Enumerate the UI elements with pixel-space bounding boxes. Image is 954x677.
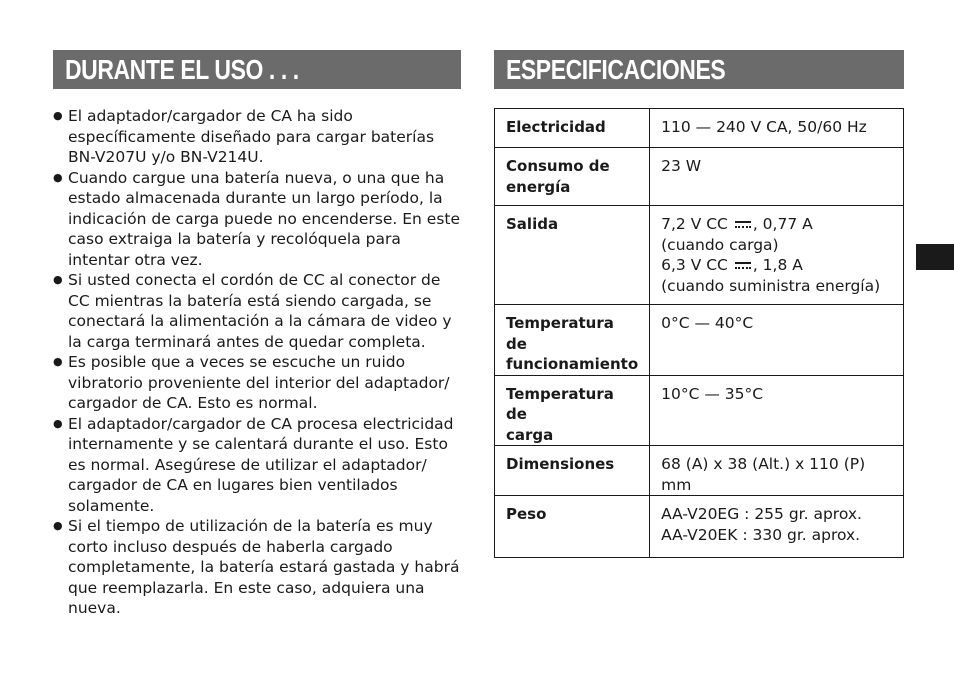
section-title-especificaciones: ESPECIFICACIONES xyxy=(494,50,904,89)
table-row xyxy=(495,446,904,496)
spec-value-consumo: 23 W xyxy=(650,148,904,206)
section-title-durante-el-uso: DURANTE EL USO . . . xyxy=(53,50,461,89)
list-item: ● El adaptador/cargador de CA ha sido específicamente diseñado para cargar baterías BN-V207U y/o BN-V214U. xyxy=(53,107,435,166)
bullet-icon: ● xyxy=(53,519,63,532)
list-item: ● El adaptador/cargador de CA procesa electricidad internamente y se calentará durante el uso. Esto es normal. Asegúrese de utilizar el adaptador/ cargador de CA en lugares bien ventilados solamente. xyxy=(53,414,454,515)
list-item: ● Cuando cargue una batería nueva, o una que ha estado almacenada durante un largo período, la indicación de carga puede no encenderse. En este caso extraiga la batería y recolóquela para intentar otra vez. xyxy=(53,168,461,269)
spec-label-peso: Peso xyxy=(495,496,650,558)
specifications-table xyxy=(494,108,904,558)
bullet-icon: ● xyxy=(53,416,63,430)
table-row xyxy=(495,496,904,558)
bullet-icon: ● xyxy=(53,355,63,368)
table-row xyxy=(495,148,904,206)
spec-value-salida: 7,2 V CC , 0,77 A (cuando carga) 6,3 V CC , 1,8 A (cuando suministra energía) xyxy=(650,206,904,305)
list-item: ● Si el tiempo de utilización de la batería es muy corto incluso después de haberla cargado completamente, la batería estará gastada y habrá que reemplazarla. En este caso, adquiera una nueva. xyxy=(53,517,460,617)
spec-label-temp-carga: Temperatura de carga xyxy=(495,375,650,446)
list-item: ● Es posible que a veces se escuche un ruido vibratorio proveniente del interior del adaptador/ cargador de CA. Esto es normal. xyxy=(53,353,450,412)
bullet-icon: ● xyxy=(53,109,63,122)
list-item: ● Si usted conecta el cordón de CC al conector de CC mientras la batería está siendo cargada, se conectará la alimentación a la cámara de video y la carga terminará antes de quedar completa. xyxy=(53,271,452,351)
table-row xyxy=(495,206,904,305)
spec-value-dimensiones: 68 (A) x 38 (Alt.) x 110 (P) mm xyxy=(650,446,904,496)
spec-label-electricidad: Electricidad xyxy=(495,109,650,148)
page-edge-tab xyxy=(916,244,954,270)
table-row xyxy=(495,109,904,148)
spec-label-temp-funcionamiento: Temperatura de funcionamiento xyxy=(495,305,650,376)
spec-label-dimensiones: Dimensiones xyxy=(495,446,650,496)
spec-value-peso: AA-V20EG : 255 gr. aprox. AA-V20EK : 330 gr. aprox. xyxy=(650,496,904,558)
dc-symbol-icon xyxy=(735,262,751,270)
spec-value-temp-funcionamiento: 0°C — 40°C xyxy=(650,305,904,376)
spec-label-salida: Salida xyxy=(495,206,650,305)
spec-value-temp-carga: 10°C — 35°C xyxy=(650,375,904,446)
bullet-icon: ● xyxy=(53,273,63,286)
usage-notes-list xyxy=(53,106,463,619)
bullet-icon: ● xyxy=(53,170,63,184)
spec-value-electricidad: 110 — 240 V CA, 50/60 Hz xyxy=(650,109,904,148)
spec-label-consumo: Consumo de energía xyxy=(495,148,650,206)
dc-symbol-icon xyxy=(735,221,751,229)
table-row xyxy=(495,305,904,376)
table-row xyxy=(495,375,904,446)
